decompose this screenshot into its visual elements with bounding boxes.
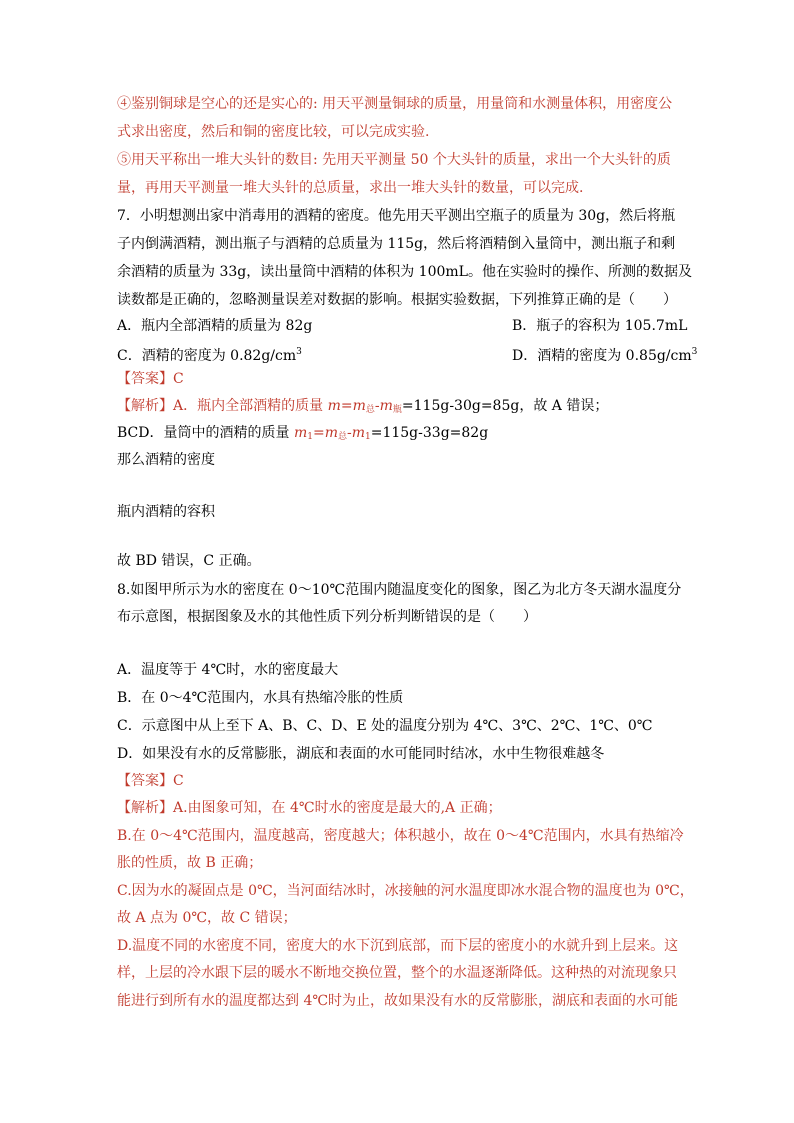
q7-options-ab	[117, 316, 688, 336]
q7-option-b: B．瓶子的容积为 105.7mL	[512, 318, 688, 334]
q8-explanation-4: C.因为水的凝固点是 0℃，当河面结冰时，冰接触的河水温度即冰水混合物的温度也为 0℃，	[117, 883, 694, 899]
q8-stem-1: 8.如图甲所示为水的密度在 0～10℃范围内随温度变化的图象，图乙为北方冬天湖水温度分	[117, 582, 682, 598]
q7-option-d: D．酒精的密度为 $0.85g/cm^3$	[512, 347, 698, 364]
q7-explanation-1: 【解析】A．瓶内全部酒精的质量 $m=m_总-m_瓶=115g-30g=85g$，故 A 错误；	[117, 398, 609, 415]
q7-stem-4: 读数都是正确的，忽略测量误差对数据的影响。根据实验数据，下列推算正确的是（ ）	[117, 292, 677, 308]
q8-explanation-5: 故 A 点为 0℃，故 C 错误；	[117, 910, 297, 926]
q8-answer: 【答案】C	[117, 773, 184, 789]
q8-explanation-6: D.温度不同的水密度不同，密度大的水下沉到底部，而下层的密度小的水就升到上层来。这	[117, 938, 679, 954]
q8-option-a: A．温度等于 4℃时，水的密度最大	[117, 662, 339, 678]
q8-stem-2: 布示意图，根据图象及水的其他性质下列分析判断错误的是（ ）	[117, 609, 537, 625]
q7-stem-1: 7．小明想测出家中消毒用的酒精的密度。他先用天平测出空瓶子的质量为 30g，然后将瓶	[117, 208, 676, 224]
p4-line2: 式求出密度，然后和铜的密度比较，可以完成实验.	[117, 124, 430, 140]
q8-explanation-1: 【解析】A.由图象可知，在 4℃时水的密度是最大的,A 正确；	[117, 800, 502, 816]
q7-explanation-5: 故 BD 错误，C 正确。	[117, 553, 261, 569]
q7-explanation-4: 瓶内酒精的容积	[117, 504, 215, 520]
q7-option-c: C．酒精的密度为 $0.82g/cm^3$	[117, 347, 302, 364]
q7-option-a: A．瓶内全部酒精的质量为 82g	[117, 318, 313, 334]
q7-stem-2: 子内倒满酒精，测出瓶子与酒精的总质量为 115g，然后将酒精倒入量筒中，测出瓶子和剩	[117, 236, 676, 252]
p5-line1: ⑤用天平称出一堆大头针的数目: 先用天平测量 50 个大头针的质量，求出一个大头针的质	[117, 152, 671, 168]
q7-stem-3: 余酒精的质量为 33g，读出量筒中酒精的体积为 100mL。他在实验时的操作、所测的数据及	[117, 264, 692, 280]
q8-explanation-3: 胀的性质，故 B 正确；	[117, 855, 263, 871]
q8-option-c: C．示意图中从上至下 A、B、C、D、E 处的温度分别为 4℃、3℃、2℃、1℃、0℃	[117, 718, 653, 734]
q8-option-d: D．如果没有水的反常膨胀，湖底和表面的水可能同时结冰，水中生物很难越冬	[117, 746, 605, 762]
q8-explanation-2: B.在 0～4℃范围内，温度越高，密度越大；体积越小，故在 0～4℃范围内，水具有热缩冷	[117, 828, 684, 844]
p4-line1: ④鉴别铜球是空心的还是实心的: 用天平测量铜球的质量，用量筒和水测量体积，用密度公	[117, 96, 673, 112]
q7-explanation-3: 那么酒精的密度	[117, 452, 215, 468]
q8-explanation-7: 样，上层的冷水跟下层的暖水不断地交换位置，整个的水温逐渐降低。这种热的对流现象只	[117, 965, 677, 981]
q8-option-b: B．在 0～4℃范围内，水具有热缩冷胀的性质	[117, 690, 404, 706]
q8-explanation-8: 能进行到所有水的温度都达到 4℃时为止，故如果没有水的反常膨胀，湖底和表面的水可能	[117, 993, 679, 1009]
q7-explanation-2: BCD．量筒中的酒精的质量 $m_1=m_总-m_1=115g-33g=82g$	[117, 425, 489, 442]
q7-answer: 【答案】C	[117, 371, 184, 387]
p5-line2: 量，再用天平测量一堆大头针的总质量，求出一堆大头针的数量，可以完成.	[117, 180, 584, 196]
q7-options-cd	[117, 342, 698, 366]
